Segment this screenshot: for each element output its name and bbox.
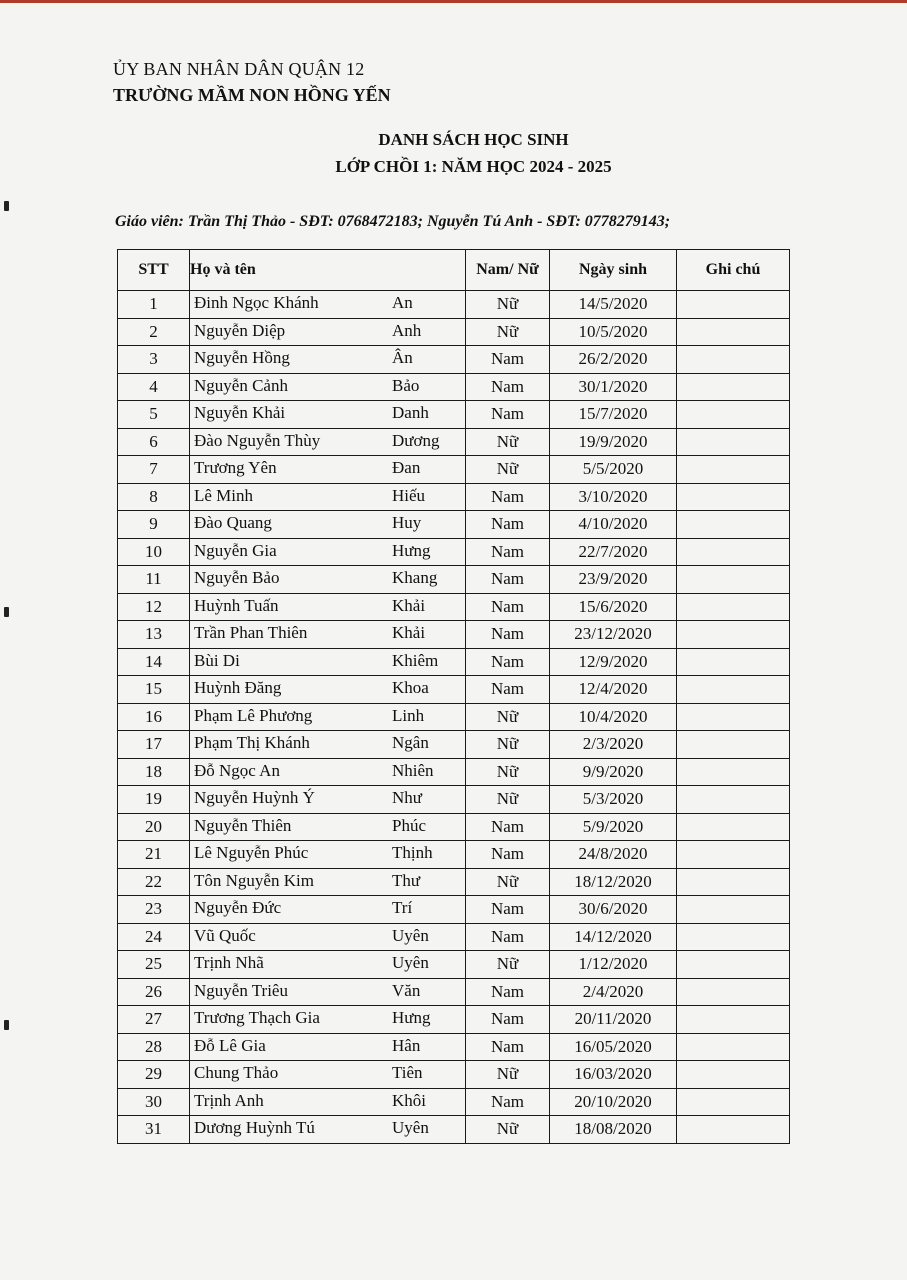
cell-family-name: Huỳnh Đăng — [194, 678, 282, 697]
cell-gender: Nam — [466, 923, 550, 951]
cell-note — [677, 373, 790, 401]
cell-gender: Nam — [466, 1088, 550, 1116]
cell-gender: Nữ — [466, 868, 550, 896]
cell-note — [677, 758, 790, 786]
cell-given-name: Phúc — [392, 815, 426, 835]
cell-family-name: Chung Thảo — [194, 1063, 279, 1082]
cell-name — [190, 1061, 466, 1089]
cell-family-name: Nguyễn Diệp — [194, 320, 286, 340]
cell-name — [190, 731, 466, 759]
cell-family-name: Vũ Quốc — [194, 925, 256, 945]
cell-stt: 16 — [118, 703, 190, 731]
table-row — [118, 511, 790, 539]
cell-family-name: Đào Nguyễn Thùy — [194, 430, 321, 450]
cell-dob: 1/12/2020 — [550, 951, 677, 979]
cell-given-name: Thịnh — [392, 843, 433, 862]
cell-stt: 12 — [118, 593, 190, 621]
cell-name — [190, 291, 466, 319]
cell-note — [677, 401, 790, 429]
cell-family-name: Đinh Ngọc Khánh — [194, 293, 319, 312]
table-row — [118, 401, 790, 429]
cell-family-name: Đỗ Ngọc An — [194, 760, 280, 780]
table-row — [118, 1088, 790, 1116]
cell-note — [677, 1088, 790, 1116]
cell-name — [190, 1006, 466, 1034]
col-dob: Ngày sinh — [550, 250, 677, 291]
cell-gender: Nam — [466, 1033, 550, 1061]
cell-note — [677, 538, 790, 566]
cell-name — [190, 1088, 466, 1116]
table-header-row — [118, 250, 790, 291]
cell-note — [677, 428, 790, 456]
cell-family-name: Huỳnh Tuấn — [194, 595, 279, 615]
cell-gender: Nữ — [466, 428, 550, 456]
cell-given-name: Khải — [392, 623, 426, 642]
cell-stt: 6 — [118, 428, 190, 456]
table-row — [118, 318, 790, 346]
cell-family-name: Nguyễn Thiên — [194, 815, 292, 835]
punch-mark — [4, 201, 9, 211]
cell-name — [190, 951, 466, 979]
cell-dob: 18/08/2020 — [550, 1116, 677, 1144]
cell-stt: 29 — [118, 1061, 190, 1089]
cell-given-name: Ngân — [392, 733, 429, 752]
cell-given-name: Như — [392, 788, 422, 807]
table-row — [118, 731, 790, 759]
cell-stt: 28 — [118, 1033, 190, 1061]
cell-given-name: Linh — [392, 705, 425, 725]
cell-gender: Nam — [466, 648, 550, 676]
table-row — [118, 538, 790, 566]
cell-dob: 16/03/2020 — [550, 1061, 677, 1089]
cell-family-name: Nguyễn Hồng — [194, 348, 290, 367]
cell-dob: 15/6/2020 — [550, 593, 677, 621]
cell-name — [190, 511, 466, 539]
cell-note — [677, 291, 790, 319]
cell-gender: Nữ — [466, 703, 550, 731]
cell-family-name: Nguyễn Triêu — [194, 980, 288, 1000]
cell-gender: Nam — [466, 373, 550, 401]
cell-note — [677, 648, 790, 676]
punch-mark — [4, 607, 9, 617]
cell-gender: Nam — [466, 978, 550, 1006]
cell-name — [190, 1116, 466, 1144]
cell-given-name: Ân — [392, 348, 413, 367]
cell-note — [677, 621, 790, 649]
cell-stt: 25 — [118, 951, 190, 979]
cell-family-name: Nguyễn Khải — [194, 403, 286, 422]
cell-note — [677, 951, 790, 979]
cell-note — [677, 456, 790, 484]
col-note: Ghi chú — [677, 250, 790, 291]
cell-dob: 14/12/2020 — [550, 923, 677, 951]
cell-stt: 1 — [118, 291, 190, 319]
cell-stt: 5 — [118, 401, 190, 429]
cell-given-name: Trí — [392, 898, 413, 917]
cell-stt: 10 — [118, 538, 190, 566]
table-row — [118, 896, 790, 924]
table-row — [118, 841, 790, 869]
table-row — [118, 1006, 790, 1034]
cell-note — [677, 923, 790, 951]
cell-note — [677, 511, 790, 539]
cell-gender: Nữ — [466, 456, 550, 484]
cell-stt: 14 — [118, 648, 190, 676]
table-row — [118, 703, 790, 731]
cell-stt: 23 — [118, 896, 190, 924]
cell-dob: 22/7/2020 — [550, 538, 677, 566]
cell-gender: Nam — [466, 593, 550, 621]
cell-note — [677, 978, 790, 1006]
cell-dob: 15/7/2020 — [550, 401, 677, 429]
cell-given-name: Khôi — [392, 1090, 426, 1110]
cell-family-name: Trịnh Anh — [194, 1090, 264, 1110]
cell-family-name: Nguyễn Gia — [194, 540, 277, 560]
cell-family-name: Phạm Thị Khánh — [194, 733, 310, 752]
cell-stt: 26 — [118, 978, 190, 1006]
cell-name — [190, 841, 466, 869]
cell-gender: Nam — [466, 676, 550, 704]
cell-note — [677, 731, 790, 759]
cell-name — [190, 648, 466, 676]
cell-given-name: Bảo — [392, 375, 420, 395]
cell-family-name: Trương Thạch Gia — [194, 1008, 320, 1027]
table-row — [118, 566, 790, 594]
cell-gender: Nữ — [466, 1061, 550, 1089]
cell-given-name: Văn — [392, 980, 421, 1000]
cell-gender: Nam — [466, 841, 550, 869]
cell-note — [677, 703, 790, 731]
cell-given-name: An — [392, 293, 413, 312]
table-row — [118, 676, 790, 704]
cell-name — [190, 1033, 466, 1061]
cell-note — [677, 896, 790, 924]
cell-gender: Nữ — [466, 318, 550, 346]
cell-note — [677, 346, 790, 374]
table-row — [118, 758, 790, 786]
cell-dob: 30/1/2020 — [550, 373, 677, 401]
cell-gender: Nam — [466, 1006, 550, 1034]
table-row — [118, 648, 790, 676]
cell-stt: 20 — [118, 813, 190, 841]
cell-dob: 5/9/2020 — [550, 813, 677, 841]
cell-note — [677, 868, 790, 896]
cell-given-name: Hưng — [392, 1008, 431, 1027]
cell-stt: 30 — [118, 1088, 190, 1116]
cell-given-name: Khang — [392, 568, 438, 587]
cell-gender: Nam — [466, 566, 550, 594]
cell-name — [190, 373, 466, 401]
cell-name — [190, 538, 466, 566]
cell-stt: 19 — [118, 786, 190, 814]
col-stt: STT — [118, 250, 190, 291]
table-row — [118, 456, 790, 484]
cell-note — [677, 676, 790, 704]
cell-family-name: Dương Huỳnh Tú — [194, 1118, 315, 1137]
cell-given-name: Uyên — [392, 1118, 429, 1137]
cell-family-name: Trần Phan Thiên — [194, 623, 308, 642]
table-row — [118, 346, 790, 374]
class-year: LỚP CHỒI 1: NĂM HỌC 2024 - 2025 — [335, 157, 612, 176]
cell-given-name: Hiếu — [392, 485, 426, 505]
table-row — [118, 923, 790, 951]
cell-gender: Nam — [466, 401, 550, 429]
cell-dob: 24/8/2020 — [550, 841, 677, 869]
cell-dob: 12/4/2020 — [550, 676, 677, 704]
table-row — [118, 868, 790, 896]
cell-note — [677, 786, 790, 814]
cell-family-name: Lê Minh — [194, 485, 254, 505]
cell-given-name: Khoa — [392, 678, 429, 697]
cell-name — [190, 813, 466, 841]
cell-family-name: Đào Quang — [194, 513, 272, 532]
cell-given-name: Hưng — [392, 540, 431, 560]
cell-name — [190, 896, 466, 924]
cell-stt: 9 — [118, 511, 190, 539]
authority-name: ỦY BAN NHÂN DÂN QUẬN 12 — [113, 59, 365, 79]
cell-dob: 10/4/2020 — [550, 703, 677, 731]
cell-stt: 11 — [118, 566, 190, 594]
cell-stt: 13 — [118, 621, 190, 649]
school-name: TRƯỜNG MẦM NON HỒNG YẾN — [113, 85, 391, 105]
cell-gender: Nữ — [466, 731, 550, 759]
document-title: DANH SÁCH HỌC SINH — [378, 130, 569, 149]
cell-dob: 20/11/2020 — [550, 1006, 677, 1034]
table-row — [118, 621, 790, 649]
cell-name — [190, 483, 466, 511]
table-row — [118, 1061, 790, 1089]
col-name: Họ và tên — [190, 250, 466, 291]
cell-family-name: Tôn Nguyễn Kim — [194, 870, 314, 890]
cell-family-name: Bùi Di — [194, 650, 240, 670]
cell-stt: 15 — [118, 676, 190, 704]
cell-stt: 27 — [118, 1006, 190, 1034]
cell-dob: 23/12/2020 — [550, 621, 677, 649]
table-row — [118, 1116, 790, 1144]
cell-note — [677, 318, 790, 346]
cell-gender: Nam — [466, 896, 550, 924]
cell-family-name: Đỗ Lê Gia — [194, 1035, 266, 1055]
cell-family-name: Nguyễn Bảo — [194, 568, 280, 587]
cell-note — [677, 813, 790, 841]
table-row — [118, 1033, 790, 1061]
cell-name — [190, 566, 466, 594]
cell-gender: Nam — [466, 621, 550, 649]
cell-name — [190, 428, 466, 456]
cell-stt: 22 — [118, 868, 190, 896]
cell-name — [190, 621, 466, 649]
cell-note — [677, 1061, 790, 1089]
cell-stt: 31 — [118, 1116, 190, 1144]
cell-family-name: Nguyễn Đức — [194, 898, 282, 917]
cell-stt: 7 — [118, 456, 190, 484]
cell-dob: 4/10/2020 — [550, 511, 677, 539]
cell-name — [190, 593, 466, 621]
cell-gender: Nam — [466, 813, 550, 841]
cell-family-name: Nguyễn Cảnh — [194, 375, 288, 395]
table-row — [118, 291, 790, 319]
cell-gender: Nam — [466, 346, 550, 374]
cell-dob: 16/05/2020 — [550, 1033, 677, 1061]
cell-dob: 12/9/2020 — [550, 648, 677, 676]
cell-given-name: Khải — [392, 595, 426, 615]
cell-family-name: Trịnh Nhã — [194, 953, 264, 972]
cell-note — [677, 593, 790, 621]
cell-stt: 3 — [118, 346, 190, 374]
table-row — [118, 978, 790, 1006]
cell-given-name: Uyên — [392, 925, 429, 945]
cell-dob: 23/9/2020 — [550, 566, 677, 594]
cell-stt: 8 — [118, 483, 190, 511]
cell-dob: 9/9/2020 — [550, 758, 677, 786]
cell-gender: Nữ — [466, 951, 550, 979]
cell-gender: Nam — [466, 483, 550, 511]
cell-stt: 2 — [118, 318, 190, 346]
cell-dob: 26/2/2020 — [550, 346, 677, 374]
cell-name — [190, 703, 466, 731]
cell-given-name: Thư — [392, 870, 421, 890]
table-row — [118, 813, 790, 841]
punch-mark — [4, 1020, 9, 1030]
cell-name — [190, 676, 466, 704]
cell-name — [190, 758, 466, 786]
cell-given-name: Khiêm — [392, 650, 439, 670]
cell-dob: 19/9/2020 — [550, 428, 677, 456]
cell-dob: 3/10/2020 — [550, 483, 677, 511]
cell-given-name: Danh — [392, 403, 429, 422]
cell-name — [190, 978, 466, 1006]
cell-dob: 5/3/2020 — [550, 786, 677, 814]
cell-gender: Nữ — [466, 758, 550, 786]
cell-dob: 2/4/2020 — [550, 978, 677, 1006]
cell-name — [190, 401, 466, 429]
cell-name — [190, 868, 466, 896]
cell-dob: 5/5/2020 — [550, 456, 677, 484]
cell-name — [190, 786, 466, 814]
cell-family-name: Nguyễn Huỳnh Ý — [194, 788, 315, 807]
cell-given-name: Đan — [392, 458, 421, 477]
cell-name — [190, 346, 466, 374]
cell-given-name: Huy — [392, 513, 422, 532]
cell-note — [677, 1116, 790, 1144]
cell-dob: 30/6/2020 — [550, 896, 677, 924]
table-row — [118, 483, 790, 511]
cell-note — [677, 566, 790, 594]
cell-dob: 18/12/2020 — [550, 868, 677, 896]
cell-stt: 21 — [118, 841, 190, 869]
cell-dob: 14/5/2020 — [550, 291, 677, 319]
cell-gender: Nữ — [466, 291, 550, 319]
cell-dob: 10/5/2020 — [550, 318, 677, 346]
cell-stt: 18 — [118, 758, 190, 786]
cell-stt: 4 — [118, 373, 190, 401]
cell-note — [677, 1033, 790, 1061]
cell-note — [677, 841, 790, 869]
cell-given-name: Tiên — [392, 1063, 423, 1082]
cell-dob: 2/3/2020 — [550, 731, 677, 759]
cell-dob: 20/10/2020 — [550, 1088, 677, 1116]
cell-name — [190, 318, 466, 346]
cell-stt: 17 — [118, 731, 190, 759]
teachers-line: Giáo viên: Trần Thị Thảo - SĐT: 0768472183; Nguyễn Tú Anh - SĐT: 0778279143; — [115, 213, 671, 230]
cell-gender: Nam — [466, 511, 550, 539]
cell-note — [677, 1006, 790, 1034]
cell-note — [677, 483, 790, 511]
table-row — [118, 373, 790, 401]
cell-name — [190, 456, 466, 484]
student-table — [117, 249, 790, 1144]
table-row — [118, 428, 790, 456]
cell-gender: Nữ — [466, 1116, 550, 1144]
cell-family-name: Lê Nguyễn Phúc — [194, 843, 309, 862]
cell-given-name: Hân — [392, 1035, 421, 1055]
table-row — [118, 951, 790, 979]
cell-stt: 24 — [118, 923, 190, 951]
col-gender: Nam/ Nữ — [466, 250, 550, 291]
cell-gender: Nữ — [466, 786, 550, 814]
cell-given-name: Uyên — [392, 953, 429, 972]
cell-name — [190, 923, 466, 951]
table-row — [118, 593, 790, 621]
cell-given-name: Dương — [392, 430, 440, 450]
cell-gender: Nam — [466, 538, 550, 566]
cell-given-name: Anh — [392, 320, 422, 340]
cell-family-name: Phạm Lê Phương — [194, 705, 313, 725]
cell-given-name: Nhiên — [392, 760, 434, 780]
cell-family-name: Trương Yên — [194, 458, 277, 477]
table-row — [118, 786, 790, 814]
